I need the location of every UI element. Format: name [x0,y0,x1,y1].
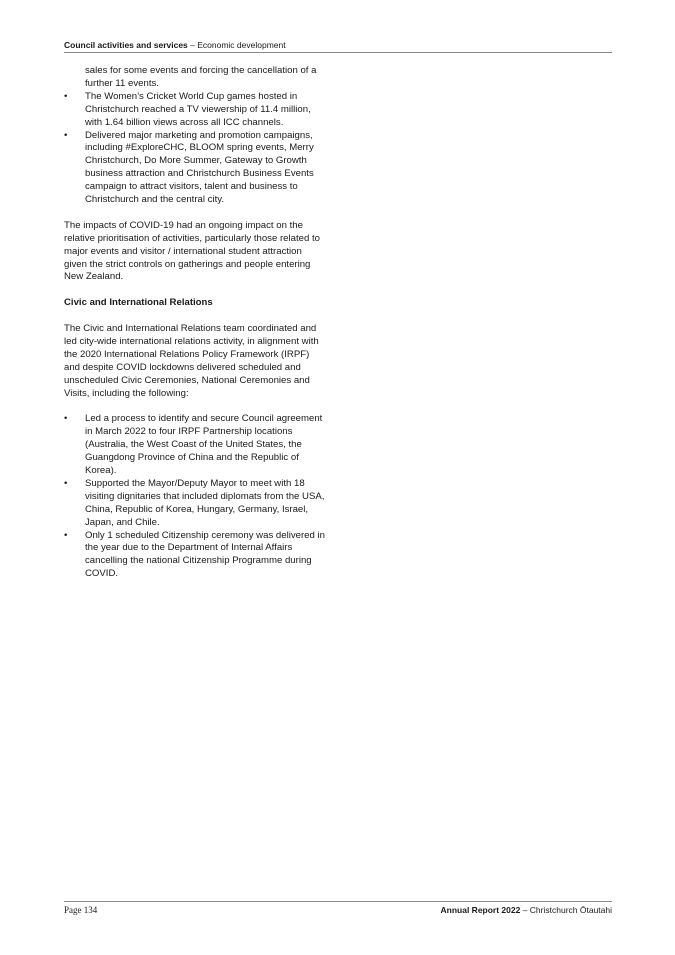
bullet-icon: • [64,413,68,425]
list-item: • Only 1 scheduled Citizenship ceremony was delivered in the year due to the Department of Internal Affairs cancelling the national Citizenship Programme during COVID. [64,529,325,580]
page-footer [64,901,612,915]
bullet-list-top [64,91,326,207]
page-number: Page 134 [64,905,98,915]
page-header [64,40,612,53]
list-item: • Supported the Mayor/Deputy Mayor to meet with 18 visiting dignitaries that included diplomats from the USA, China, Republic of Korea, Hungary, Germany, Israel, Japan, and Chile. [64,477,325,528]
bullet-icon: • [64,90,68,102]
bullet-icon: • [64,529,68,541]
covid-paragraph: The impacts of COVID-19 had an ongoing impact on the relative prioritisation of activities, particularly those related to major events and visitor / international student attraction given the strict controls on gatherings and people entering New Zealand. [64,219,320,283]
footer-report-title: Annual Report 2022 – Christchurch Ōtautahi [440,905,612,915]
top-continuation-text: sales for some events and forcing the cancellation of a further 11 events. [85,65,317,89]
header-subsection: Economic development [197,40,286,50]
header-section: Council activities and services [64,40,188,50]
civic-heading: Civic and International Relations [64,297,213,309]
list-item: • Delivered major marketing and promotion campaigns, including #ExploreCHC, BLOOM spring events, Merry Christchurch, Do More Summer, Gateway to Growth business attraction and Christchurch Business Events campaign to attract visitors, talent and business to Christchurch and the central city. [64,129,314,206]
civic-paragraph: The Civic and International Relations team coordinated and led city-wide international relations activity, in alignment with the 2020 International Relations Policy Framework (IRPF) and despite COVID lockdowns delivered scheduled and unscheduled Civic Ceremonies, National Ceremonies and Visits, including the following: [64,323,319,399]
content-column [64,65,326,581]
bullet-icon: • [64,477,68,489]
header-separator: – [187,40,198,50]
bullet-icon: • [64,129,68,141]
bullet-list-civic [64,413,326,581]
list-item: • The Women’s Cricket World Cup games hosted in Christchurch reached a TV viewership of 11.4 million, with 1.64 billion views across all ICC channels. [64,90,311,128]
list-item: • Led a process to identify and secure Council agreement in March 2022 to four IRPF Partnership locations (Australia, the West Coast of the United States, the Guangdong Province of China and the Republic of Korea). [64,413,323,477]
